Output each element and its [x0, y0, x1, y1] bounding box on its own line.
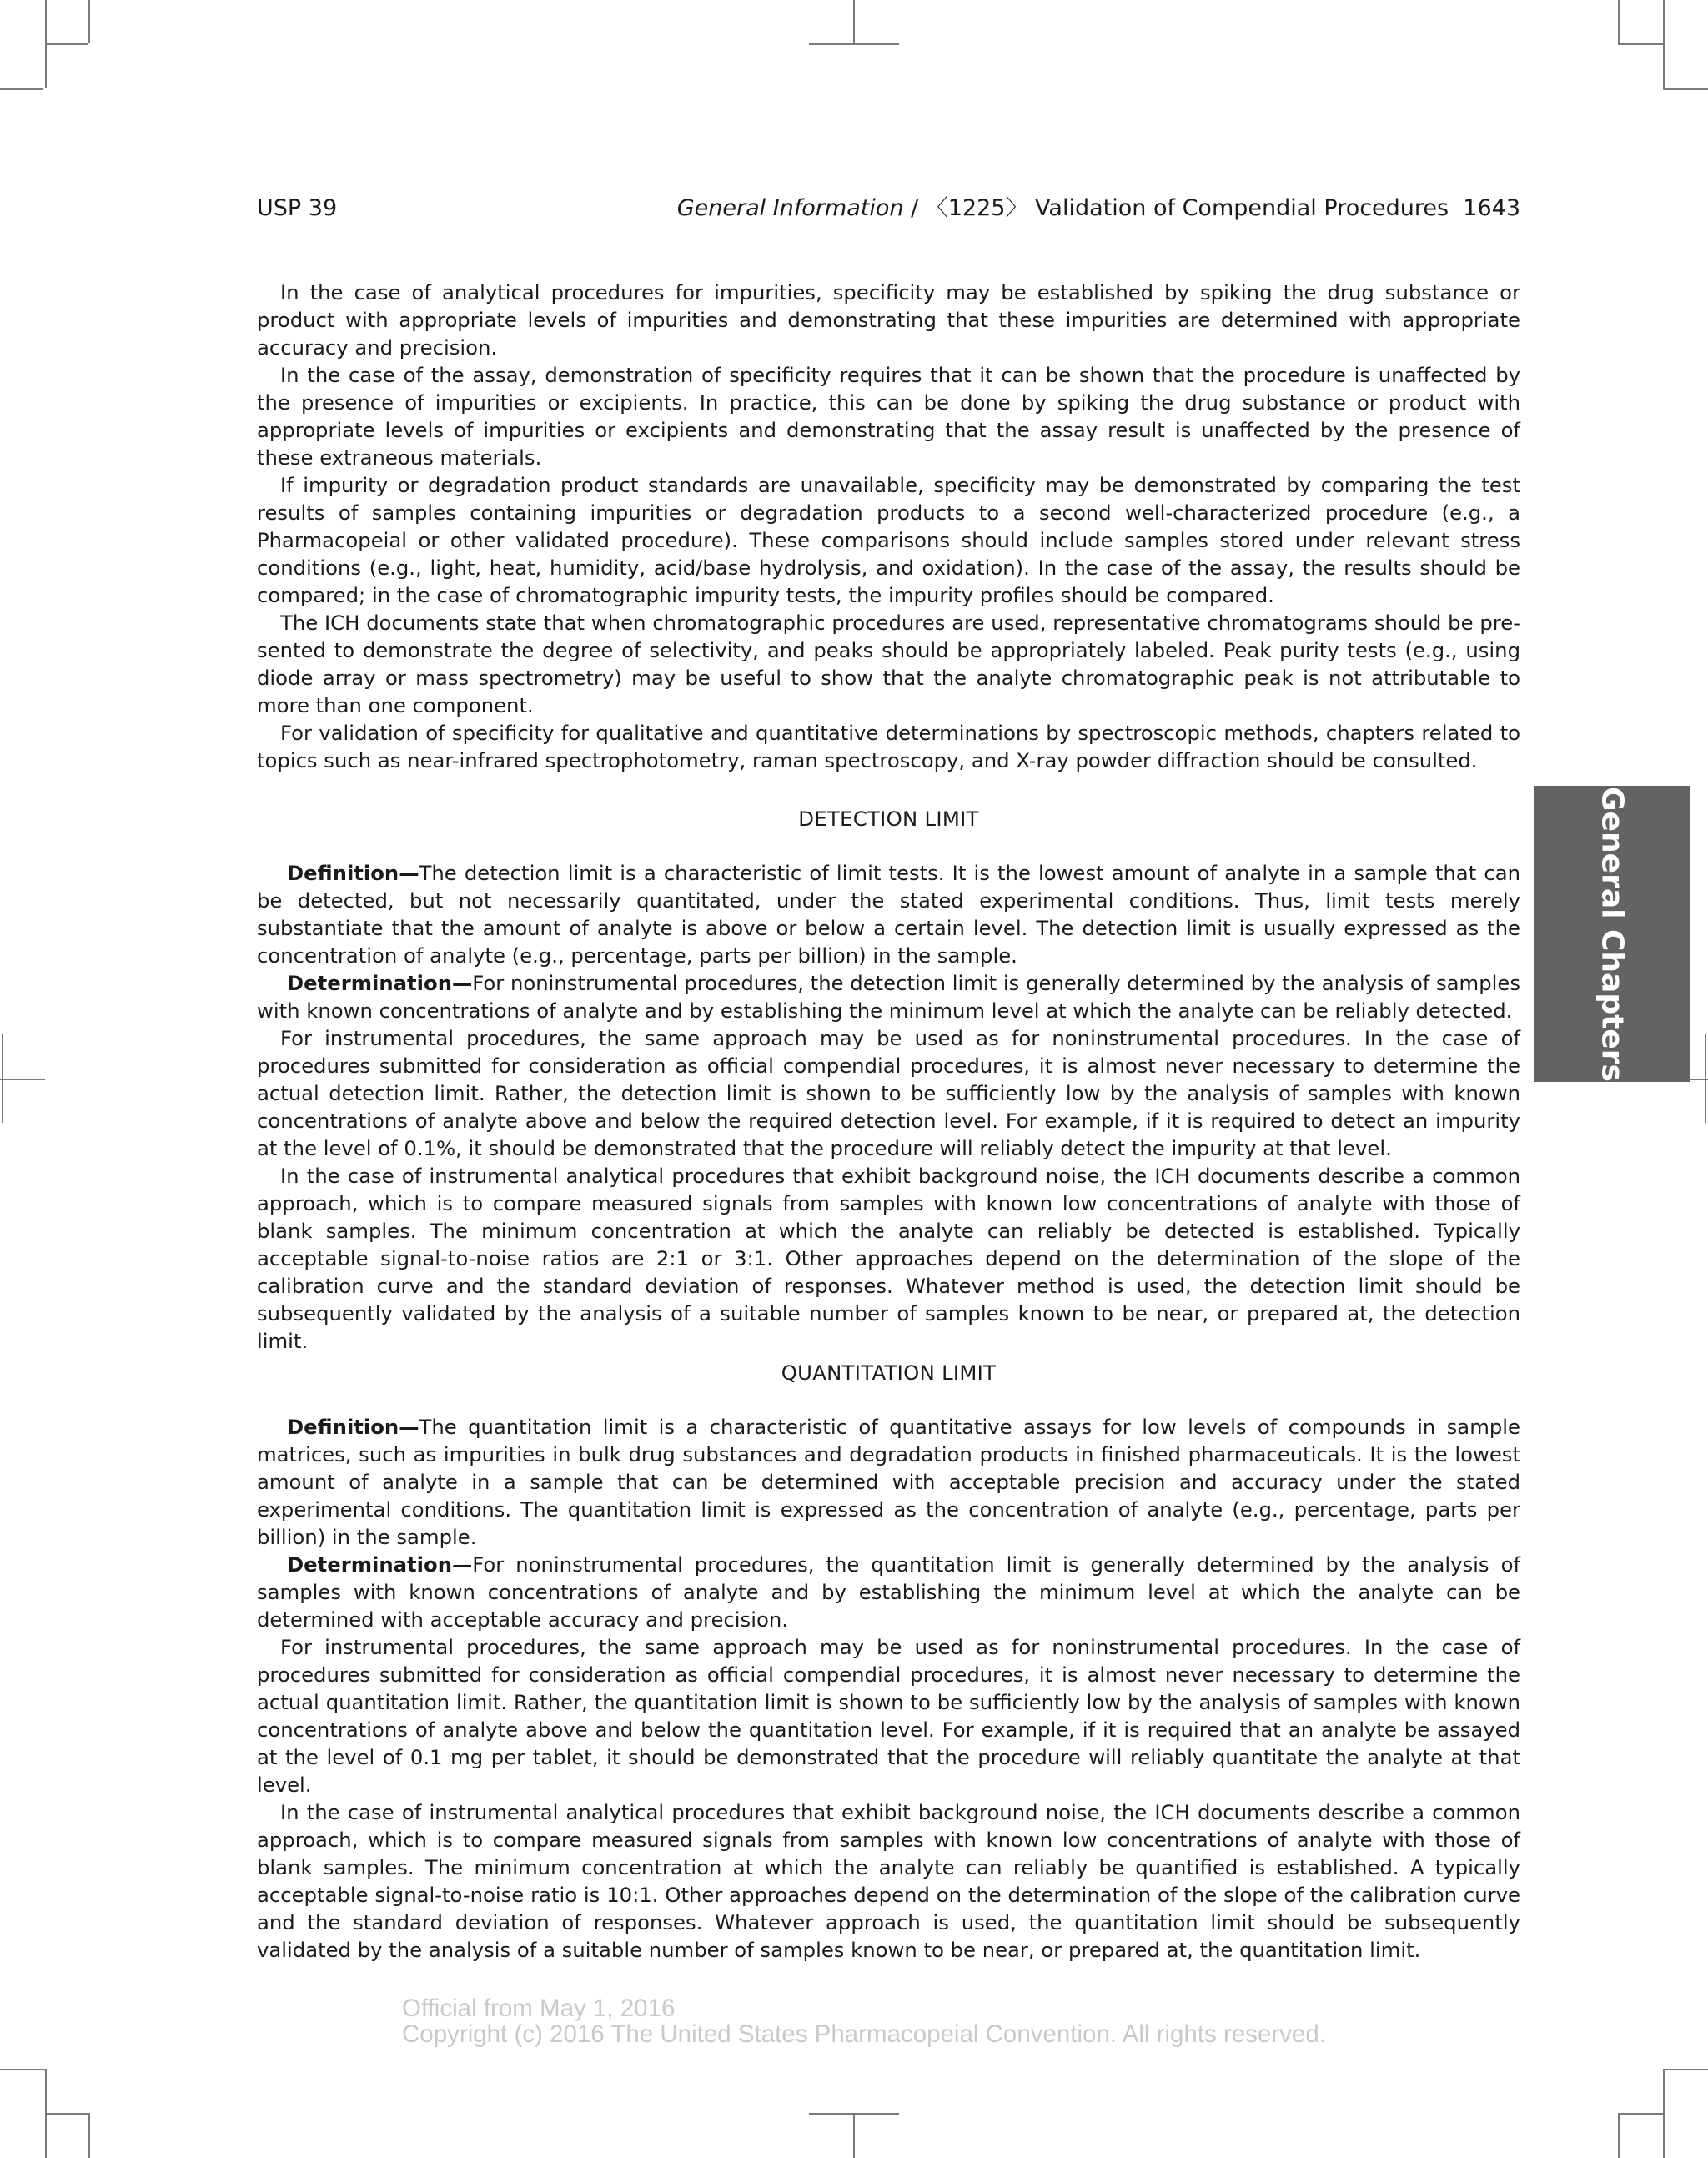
running-head [257, 194, 1520, 227]
run-in-label: Definition— [287, 1415, 419, 1439]
crop-mark [1618, 43, 1663, 45]
copyright-notice: Copyright (c) 2016 The United States Pharmacopeial Convention. All rights reserved. [402, 2020, 1326, 2048]
paragraph: For validation of specificity for qualitative and quantitative determinations by spectroscopic methods, chapters related to topics such as near-infrared spectrophotometry, raman spectroscopy, and X-ray powder diffraction should be consulted. [257, 721, 1520, 772]
page-number: 1643 [1463, 195, 1520, 221]
crop-mark [2, 1034, 3, 1123]
determination-paragraph [257, 1551, 1520, 1633]
crop-mark [0, 88, 43, 90]
crop-mark [1618, 0, 1620, 43]
paragraph: In the case of the assay, demonstration of specificity requires that it can be shown that the procedure is unaffected by the presence of impurities or excipients. In practice, this can be done by spiking the drug substance or product with appropriate levels of impurities or excipients and demonstrating that the assay result is unaffected by the presence of these extraneous materials. [257, 363, 1520, 470]
chapter-name: / 〈1225〉 Validation of Compendial Procedures [903, 195, 1449, 221]
publication-label: USP 39 [257, 195, 338, 221]
crop-mark [45, 2113, 88, 2115]
crop-mark [853, 0, 855, 43]
definition-paragraph [257, 859, 1520, 969]
paragraph: The ICH documents state that when chromatographic procedures are used, representative chromatograms should be presented to demonstrate the degree of selectivity, and peaks should be appropriately labeled. Peak purity tests (e.g., using diode array or mass spectrometry) may be useful to show that the analyte chromatographic peak is not attributable to more than one component. [257, 611, 1520, 717]
paragraph-text: For noninstrumental procedures, the quantitation limit is generally determined by the analysis of samples with known concentrations of analyte and by establishing the minimum level at which the analyte can be determined with acceptable accuracy and precision. [257, 1552, 1520, 1632]
crop-mark [1618, 2113, 1663, 2115]
chapter-title [677, 194, 1520, 224]
section-heading-detection-limit: DETECTION LIMIT [798, 807, 979, 831]
specificity-section [257, 279, 1520, 774]
paragraph-text: For noninstrumental procedures, the detection limit is generally determined by the analysis of samples with known concentrations of analyte and by establishing the minimum level at which the analyte can be reliably detected. [257, 971, 1520, 1023]
definition-paragraph [257, 1413, 1520, 1551]
paragraph: In the case of instrumental analytical procedures that exhibit background noise, the ICH documents describe a common approach, which is to compare measured signals from samples with known low concentrations of analyte with those of blank samples. The minimum concentration at which the analyte can reliably be quantified is established. A typically acceptable signal-to-noise ratio is 10:1. Other approaches depend on the determination of the slope of the calibration curve and the standard deviation of responses. Whatever approach is used, the quantitation limit should be subsequently validated by the analysis of a suitable number of samples known to be near, or prepared at, the quantitation limit. [257, 1800, 1520, 1962]
run-in-label: Determination— [287, 971, 473, 995]
crop-mark [853, 2115, 855, 2158]
detection-limit-section [257, 859, 1520, 1355]
crop-mark [1663, 2069, 1665, 2158]
paragraph: For instrumental procedures, the same approach may be used as for noninstrumental procedures. In the case of procedures submitted for consideration as official compendial procedures, it is almost never necessary to determine the actual quantitation limit. Rather, the quantitation limit is shown to be sufficiently low by the analysis of samples with known concentrations of analyte above and below the quantitation level. For example, if it is required that an analyte be assayed at the level of 0.1 mg per tablet, it should be demonstrated that the procedure will reliably quantitate the analyte at that level. [257, 1635, 1520, 1797]
crop-mark [88, 2113, 90, 2158]
paragraph: In the case of instrumental analytical procedures that exhibit background noise, the ICH documents describe a common approach, which is to compare measured signals from samples with known low concentrations of analyte with those of blank samples. The minimum concentration at which the analyte can reliably be detected is established. Typically acceptable signal-to-noise ratios are 2:1 or 3:1. Other approaches depend on the determination of the slope of the calibration curve and the standard deviation of responses. Whatever method is used, the detection limit should be subsequently validated by the analysis of a suitable number of samples known to be near, or prepared at, the detection limit. [257, 1164, 1520, 1353]
crop-mark [1663, 88, 1708, 90]
run-in-label: Determination— [287, 1552, 473, 1577]
determination-paragraph [257, 969, 1520, 1024]
paragraph: In the case of analytical procedures for impurities, specificity may be established by spiking the drug substance or product with appropriate levels of impurities and demonstrating that these impurities are determined with appropriate accuracy and precision. [257, 280, 1520, 360]
copyright-footer [402, 1995, 1326, 2047]
paragraph-text: The quantitation limit is a characteristic of quantitative assays for low levels of compounds in sample matrices, such as impurities in bulk drug substances and degradation products in finished pharmaceuticals. It is the lowest amount of analyte in a sample that can be determined with acceptable precision and accuracy under the stated experimental conditions. The quantitation limit is expressed as the concentration of analyte (e.g., percentage, parts per billion) in the sample. [257, 1415, 1520, 1549]
side-tab-label: General Chapters [1595, 786, 1629, 1082]
quantitation-limit-section [257, 1413, 1520, 1964]
section-name: General Information [676, 195, 904, 221]
crop-mark [45, 43, 88, 45]
run-in-label: Definition— [287, 861, 419, 885]
crop-mark [809, 43, 899, 45]
crop-mark [88, 0, 90, 43]
side-tab [1534, 786, 1690, 1082]
crop-mark [1663, 2069, 1708, 2070]
crop-mark [0, 1079, 45, 1080]
crop-mark [0, 2069, 45, 2070]
official-date: Official from May 1, 2016 [402, 1995, 676, 2022]
crop-mark [1705, 1034, 1706, 1123]
section-heading-quantitation-limit: QUANTITATION LIMIT [781, 1361, 997, 1385]
crop-mark [809, 2113, 899, 2115]
paragraph: If impurity or degradation product standards are unavailable, specificity may be demonstrated by comparing the test results of samples containing impurities or degradation products to a second well-characterized procedure (e.g., a Pharmacopeial or other validated procedure). These comparisons should include samples stored under relevant stress conditions (e.g., light, heat, humidity, acid/base hydrolysis, and oxidation). In the case of the assay, the results should be compared; in the case of chromatographic impurity tests, the impurity profiles should be compared. [257, 473, 1520, 607]
paragraph: For instrumental procedures, the same approach may be used as for noninstrumental procedures. In the case of procedures submitted for consideration as official compendial procedures, it is almost never necessary to determine the actual detection limit. Rather, the detection limit is shown to be sufficiently low by the analysis of samples with known concentrations of analyte above and below the required detection level. For example, if it is required to detect an impurity at the level of 0.1%, it should be demonstrated that the procedure will reliably detect the impurity at that level. [257, 1026, 1520, 1160]
crop-mark [1663, 0, 1665, 88]
paragraph-text: The detection limit is a characteristic of limit tests. It is the lowest amount of analyte in a sample that can be detected, but not necessarily quantitated, under the stated experimental conditions. Thus, limit tests merely substantiate that the amount of analyte is above or below a certain level. The detection limit is usually expressed as the concentration of analyte (e.g., percentage, parts per billion) in the sample. [257, 861, 1520, 968]
crop-mark [1618, 2113, 1620, 2158]
